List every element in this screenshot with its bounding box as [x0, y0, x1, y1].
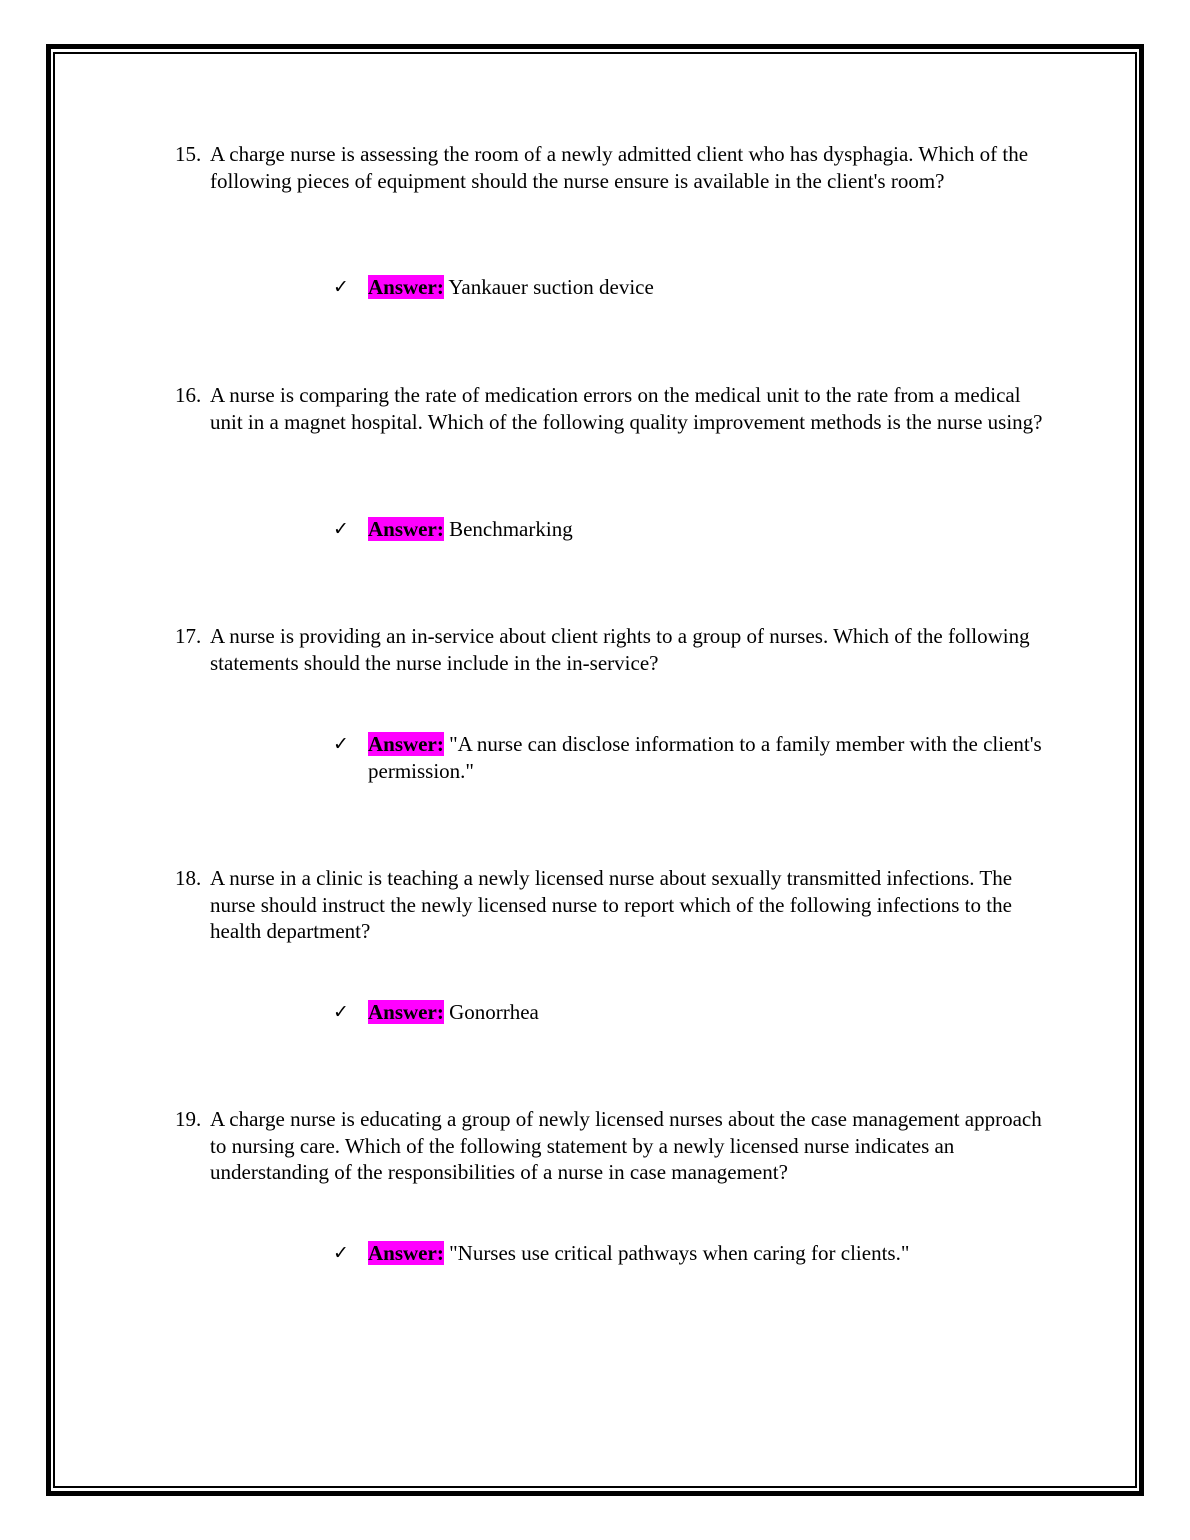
answer-label: Answer:	[368, 1241, 444, 1265]
checkmark-icon: ✓	[333, 518, 349, 540]
answer-text: Yankauer suction device	[448, 275, 654, 299]
answer-text: Gonorrhea	[449, 1000, 539, 1024]
question-16	[175, 382, 1055, 435]
answer-label: Answer:	[368, 517, 444, 541]
answer-16	[333, 516, 1053, 543]
checkmark-icon: ✓	[333, 276, 349, 298]
question-18	[175, 865, 1055, 945]
question-number: 19.	[175, 1107, 202, 1131]
question-number: 16.	[175, 383, 202, 407]
answer-18	[333, 999, 1053, 1026]
question-text: A nurse in a clinic is teaching a newly licensed nurse about sexually transmitted infections. The nurse should instruct the newly licensed nurse to report which of the following infections to the health department?	[210, 866, 1013, 943]
answer-15	[333, 274, 1053, 301]
answer-text: "Nurses use critical pathways when caring for clients."	[449, 1241, 910, 1265]
question-number: 15.	[175, 142, 202, 166]
question-text: A nurse is comparing the rate of medication errors on the medical unit to the rate from a medical unit in a magnet hospital. Which of the following quality improvement methods is the nurse using?	[210, 383, 1043, 434]
question-number: 18.	[175, 866, 202, 890]
question-number: 17.	[175, 624, 202, 648]
checkmark-icon: ✓	[333, 733, 349, 755]
answer-17	[333, 731, 1053, 784]
question-15	[175, 141, 1055, 194]
answer-label: Answer:	[368, 275, 444, 299]
checkmark-icon: ✓	[333, 1242, 349, 1264]
question-17	[175, 623, 1055, 676]
question-19	[175, 1106, 1055, 1186]
answer-label: Answer:	[368, 1000, 444, 1024]
question-text: A charge nurse is educating a group of newly licensed nurses about the case management approach to nursing care. Which of the following statement by a newly licensed nurse indicates an understanding of the responsibilities of a nurse in case management?	[210, 1107, 1042, 1184]
answer-label: Answer:	[368, 732, 444, 756]
question-text: A nurse is providing an in-service about client rights to a group of nurses. Which of the following statements should the nurse include in the in-service?	[210, 624, 1030, 675]
answer-text: "A nurse can disclose information to a family member with the client's permission."	[368, 732, 1042, 783]
checkmark-icon: ✓	[333, 1001, 349, 1023]
answer-text: Benchmarking	[449, 517, 573, 541]
question-text: A charge nurse is assessing the room of a newly admitted client who has dysphagia. Which of the following pieces of equipment should the nurse ensure is available in the client's room?	[210, 142, 1029, 193]
answer-19	[333, 1240, 1053, 1267]
